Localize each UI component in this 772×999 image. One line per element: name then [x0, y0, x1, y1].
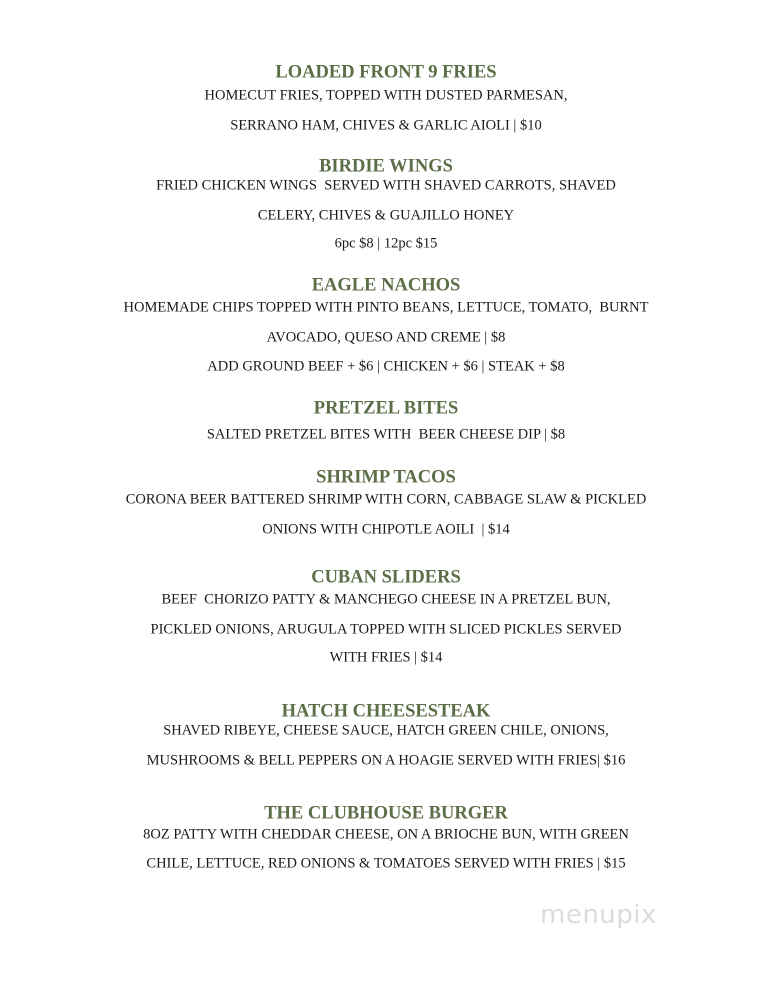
- menu-item-description: HOMEMADE CHIPS TOPPED WITH PINTO BEANS, LETTUCE, TOMATO, BURNT: [123, 299, 649, 316]
- menu-item-description: CHILE, LETTUCE, RED ONIONS & TOMATOES SERVED WITH FRIES | $15: [146, 855, 626, 872]
- watermark-logo: menupix: [540, 900, 657, 930]
- menu-item-description: MUSHROOMS & BELL PEPPERS ON A HOAGIE SERVED WITH FRIES| $16: [146, 752, 626, 769]
- menu-item-description: CELERY, CHIVES & GUAJILLO HONEY: [257, 207, 515, 224]
- menu-item-description: CORONA BEER BATTERED SHRIMP WITH CORN, CABBAGE SLAW & PICKLED: [125, 491, 647, 508]
- menu-item-description: SALTED PRETZEL BITES WITH BEER CHEESE DIP | $8: [206, 426, 566, 443]
- menu-item-description: 6pc $8 | 12pc $15: [334, 235, 438, 252]
- menu-item-description: AVOCADO, QUESO AND CREME | $8: [266, 329, 506, 346]
- menu-item-title: BIRDIE WINGS: [319, 156, 453, 177]
- menu-item-description: SERRANO HAM, CHIVES & GARLIC AIOLI | $10: [230, 117, 542, 134]
- menu-item-description: BEEF CHORIZO PATTY & MANCHEGO CHEESE IN A PRETZEL BUN,: [161, 591, 611, 608]
- menu-item-description: 8OZ PATTY WITH CHEDDAR CHEESE, ON A BRIOCHE BUN, WITH GREEN: [143, 826, 629, 843]
- menu-item-title: THE CLUBHOUSE BURGER: [264, 803, 508, 824]
- menu-item-title: PRETZEL BITES: [313, 398, 459, 419]
- menu-item-description: ONIONS WITH CHIPOTLE AOILI | $14: [262, 521, 510, 538]
- menu-item-description: SHAVED RIBEYE, CHEESE SAUCE, HATCH GREEN CHILE, ONIONS,: [163, 722, 609, 739]
- menu-item-title: CUBAN SLIDERS: [311, 567, 461, 588]
- menu-item-description: ADD GROUND BEEF + $6 | CHICKEN + $6 | STEAK + $8: [207, 358, 565, 375]
- menu-item-description: HOMECUT FRIES, TOPPED WITH DUSTED PARMESAN,: [204, 87, 568, 104]
- menu-item-description: WITH FRIES | $14: [329, 649, 443, 666]
- menu-item-title: EAGLE NACHOS: [311, 275, 461, 296]
- menu-item-description: FRIED CHICKEN WINGS SERVED WITH SHAVED CARROTS, SHAVED: [156, 177, 616, 194]
- menu-item-title: SHRIMP TACOS: [316, 467, 456, 488]
- menu-item-title: LOADED FRONT 9 FRIES: [275, 62, 497, 83]
- menu-item-description: PICKLED ONIONS, ARUGULA TOPPED WITH SLICED PICKLES SERVED: [150, 621, 622, 638]
- menu-item-title: HATCH CHEESESTEAK: [281, 701, 491, 722]
